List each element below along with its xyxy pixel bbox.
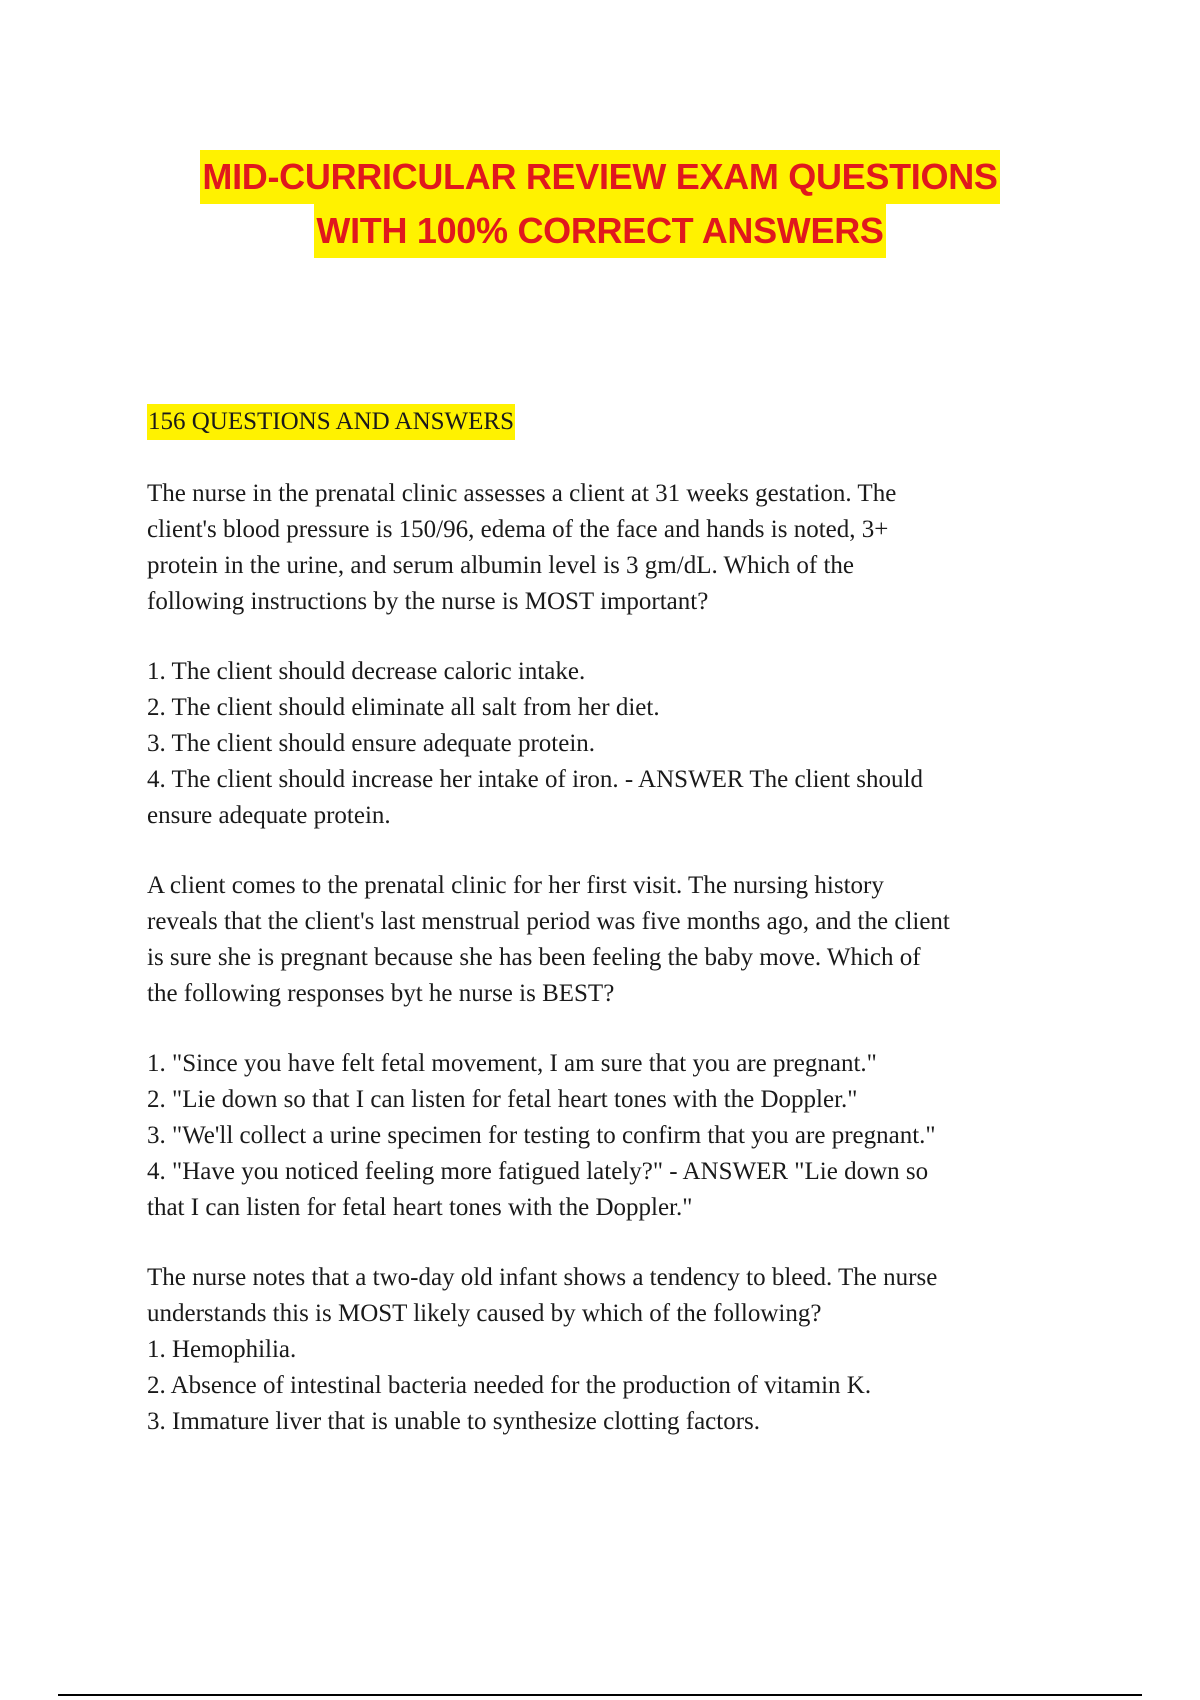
title-line-1: MID-CURRICULAR REVIEW EXAM QUESTIONS — [200, 150, 999, 204]
question-3-stem-line: understands this is MOST likely caused by which of the following? — [147, 1300, 822, 1327]
question-3-option: 2. Absence of intestinal bacteria needed for the production of vitamin K. — [147, 1372, 872, 1399]
document-title — [0, 150, 1200, 258]
question-1-option: 1. The client should decrease caloric intake. — [147, 658, 586, 685]
question-3-option: 3. Immature liver that is unable to synthesize clotting factors. — [147, 1408, 761, 1435]
question-3-stem — [147, 1260, 1067, 1332]
question-2-stem-line: A client comes to the prenatal clinic for her first visit. The nursing history — [147, 872, 884, 899]
question-2-option-answer: 4. "Have you noticed feeling more fatigued lately?" - ANSWER "Lie down so — [147, 1158, 929, 1185]
question-1-stem-line: The nurse in the prenatal clinic assesses a client at 31 weeks gestation. The — [147, 480, 897, 507]
question-1-stem-line: client's blood pressure is 150/96, edema of the face and hands is noted, 3+ — [147, 516, 889, 543]
question-1-stem-line: protein in the urine, and serum albumin level is 3 gm/dL. Which of the — [147, 552, 855, 579]
title-line-2: WITH 100% CORRECT ANSWERS — [314, 204, 885, 258]
question-3-options — [147, 1332, 1067, 1440]
question-1-option: 2. The client should eliminate all salt from her diet. — [147, 694, 660, 721]
subheading-row — [147, 404, 1067, 440]
subheading: 156 QUESTIONS AND ANSWERS — [147, 404, 515, 440]
question-2-option: 1. "Since you have felt fetal movement, I am sure that you are pregnant." — [147, 1050, 877, 1077]
question-1-options — [147, 654, 1067, 834]
question-2-answer-continued: that I can listen for fetal heart tones with the Doppler." — [147, 1194, 693, 1221]
question-1-stem — [147, 476, 1067, 620]
question-2-option: 2. "Lie down so that I can listen for fetal heart tones with the Doppler." — [147, 1086, 858, 1113]
document-body — [147, 404, 1067, 1440]
question-2-stem — [147, 868, 1067, 1012]
footer-divider — [58, 1694, 1142, 1696]
question-1-stem-line: following instructions by the nurse is MOST important? — [147, 588, 709, 615]
question-2-stem-line: is sure she is pregnant because she has been feeling the baby move. Which of — [147, 944, 921, 971]
question-3-stem-line: The nurse notes that a two-day old infant shows a tendency to bleed. The nurse — [147, 1264, 938, 1291]
question-2-option: 3. "We'll collect a urine specimen for testing to confirm that you are pregnant." — [147, 1122, 936, 1149]
question-1-option: 3. The client should ensure adequate protein. — [147, 730, 596, 757]
question-1-answer-continued: ensure adequate protein. — [147, 802, 391, 829]
question-2-options — [147, 1046, 1067, 1226]
question-3-option: 1. Hemophilia. — [147, 1336, 297, 1363]
question-2-stem-line: reveals that the client's last menstrual period was five months ago, and the client — [147, 908, 950, 935]
question-1-option-answer: 4. The client should increase her intake of iron. - ANSWER The client should — [147, 766, 923, 793]
question-2-stem-line: the following responses byt he nurse is BEST? — [147, 980, 615, 1007]
